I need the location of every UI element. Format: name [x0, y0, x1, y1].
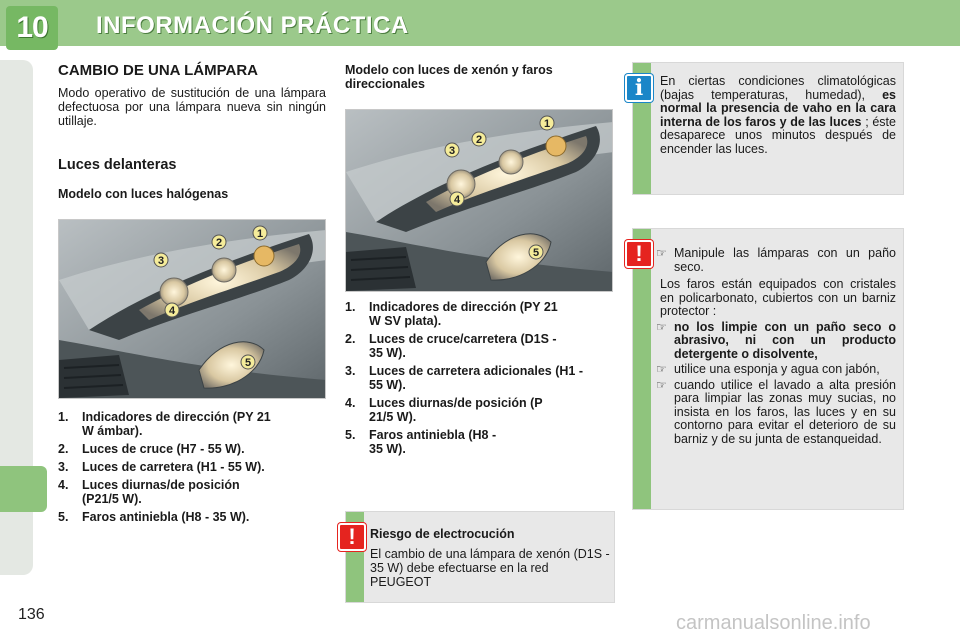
care-warning-text	[648, 247, 896, 448]
list-item: 1. Indicadores de dirección (PY 21 W ámbar).	[58, 410, 271, 438]
bullet-item: ☞ utilice una esponja y agua con jabón,	[648, 363, 896, 377]
list-item: 5. Faros antiniebla (H8 - 35 W).	[58, 510, 250, 524]
pointing-hand-icon: ☞	[656, 377, 667, 392]
warning-icon: !	[625, 240, 653, 268]
watermark: carmanualsonline.info	[676, 612, 871, 634]
xenon-callout-2: 2	[475, 134, 483, 146]
list-item: 4. Luces diurnas/de posición (P 21/5 W).	[345, 396, 543, 424]
list-item: 1. Indicadores de dirección (PY 21 W SV plata).	[345, 300, 558, 328]
halogen-callout-1: 1	[256, 228, 264, 240]
bullet-item: ☞ no los limpie con un paño seco o abrasivo, ni con un producto detergente o disolvente,	[648, 321, 896, 362]
info-icon: i	[625, 74, 653, 102]
xenon-callout-5: 5	[532, 247, 540, 259]
list-item: 4. Luces diurnas/de posición (P21/5 W).	[58, 478, 240, 506]
pointing-hand-icon: ☞	[656, 319, 667, 334]
list-item: 5. Faros antiniebla (H8 - 35 W).	[345, 428, 497, 456]
care-paragraph: Los faros están equipados con cristales en policarbonato, cubiertos con un barniz protector :	[660, 277, 896, 318]
xenon-headlight-photo	[345, 109, 613, 292]
halogen-headlight-photo	[58, 219, 326, 399]
info-text: En ciertas condiciones climatológicas (bajas temperaturas, humedad), es normal la presencia de vaho en la cara interna de los faros y de las luces ; éste desaparece unos minutos después de encender las luces.	[660, 74, 896, 156]
intro-text: Modo operativo de sustitución de una lámpara defectuosa por una lámpara nueva sin ningún utillaje.	[58, 86, 326, 128]
page-title: INFORMACIÓN PRÁCTICA	[96, 12, 409, 39]
list-item: 3. Luces de carretera (H1 - 55 W).	[58, 460, 265, 474]
xenon-model-title: Modelo con luces de xenón y faros direccionales	[345, 63, 553, 91]
warning-title: Riesgo de electrocución	[370, 527, 515, 541]
pointing-hand-icon: ☞	[656, 246, 667, 260]
list-item: 2. Luces de cruce/carretera (D1S - 35 W).	[345, 332, 557, 360]
halogen-callout-4: 4	[168, 305, 176, 317]
xenon-callout-3: 3	[448, 145, 456, 157]
halogen-lamp-list	[58, 410, 328, 528]
bullet-item: ☞ cuando utilice el lavado a alta presión para limpiar las zonas muy sucias, no insista en los faros, las luces y en su contorno para evitar el deterioro de su barniz y de su junta de estanqueidad.	[648, 379, 896, 447]
xenon-lamp-list	[345, 300, 613, 460]
list-item: 2. Luces de cruce (H7 - 55 W).	[58, 442, 245, 456]
bullet-item: ☞ Manipule las lámparas con un paño seco.	[648, 247, 896, 274]
xenon-callout-4: 4	[453, 194, 461, 206]
chapter-number: 10	[16, 11, 48, 44]
section-title: CAMBIO DE UNA LÁMPARA	[58, 62, 258, 79]
halogen-model-title: Modelo con luces halógenas	[58, 187, 229, 201]
pointing-hand-icon: ☞	[656, 362, 667, 376]
warning-icon: !	[338, 523, 366, 551]
chapter-tab	[6, 6, 58, 50]
halogen-callout-2: 2	[215, 237, 223, 249]
page-number: 136	[18, 606, 45, 623]
list-item: 3. Luces de carretera adicionales (H1 - 55 W).	[345, 364, 583, 392]
halogen-callout-5: 5	[244, 357, 252, 369]
side-tab	[0, 466, 47, 512]
xenon-callout-1: 1	[543, 118, 551, 130]
halogen-callout-3: 3	[157, 255, 165, 267]
subsection-title: Luces delanteras	[58, 157, 177, 173]
warning-text: El cambio de una lámpara de xenón (D1S - 35 W) debe efectuarse en la red PEUGEOT	[370, 547, 610, 589]
